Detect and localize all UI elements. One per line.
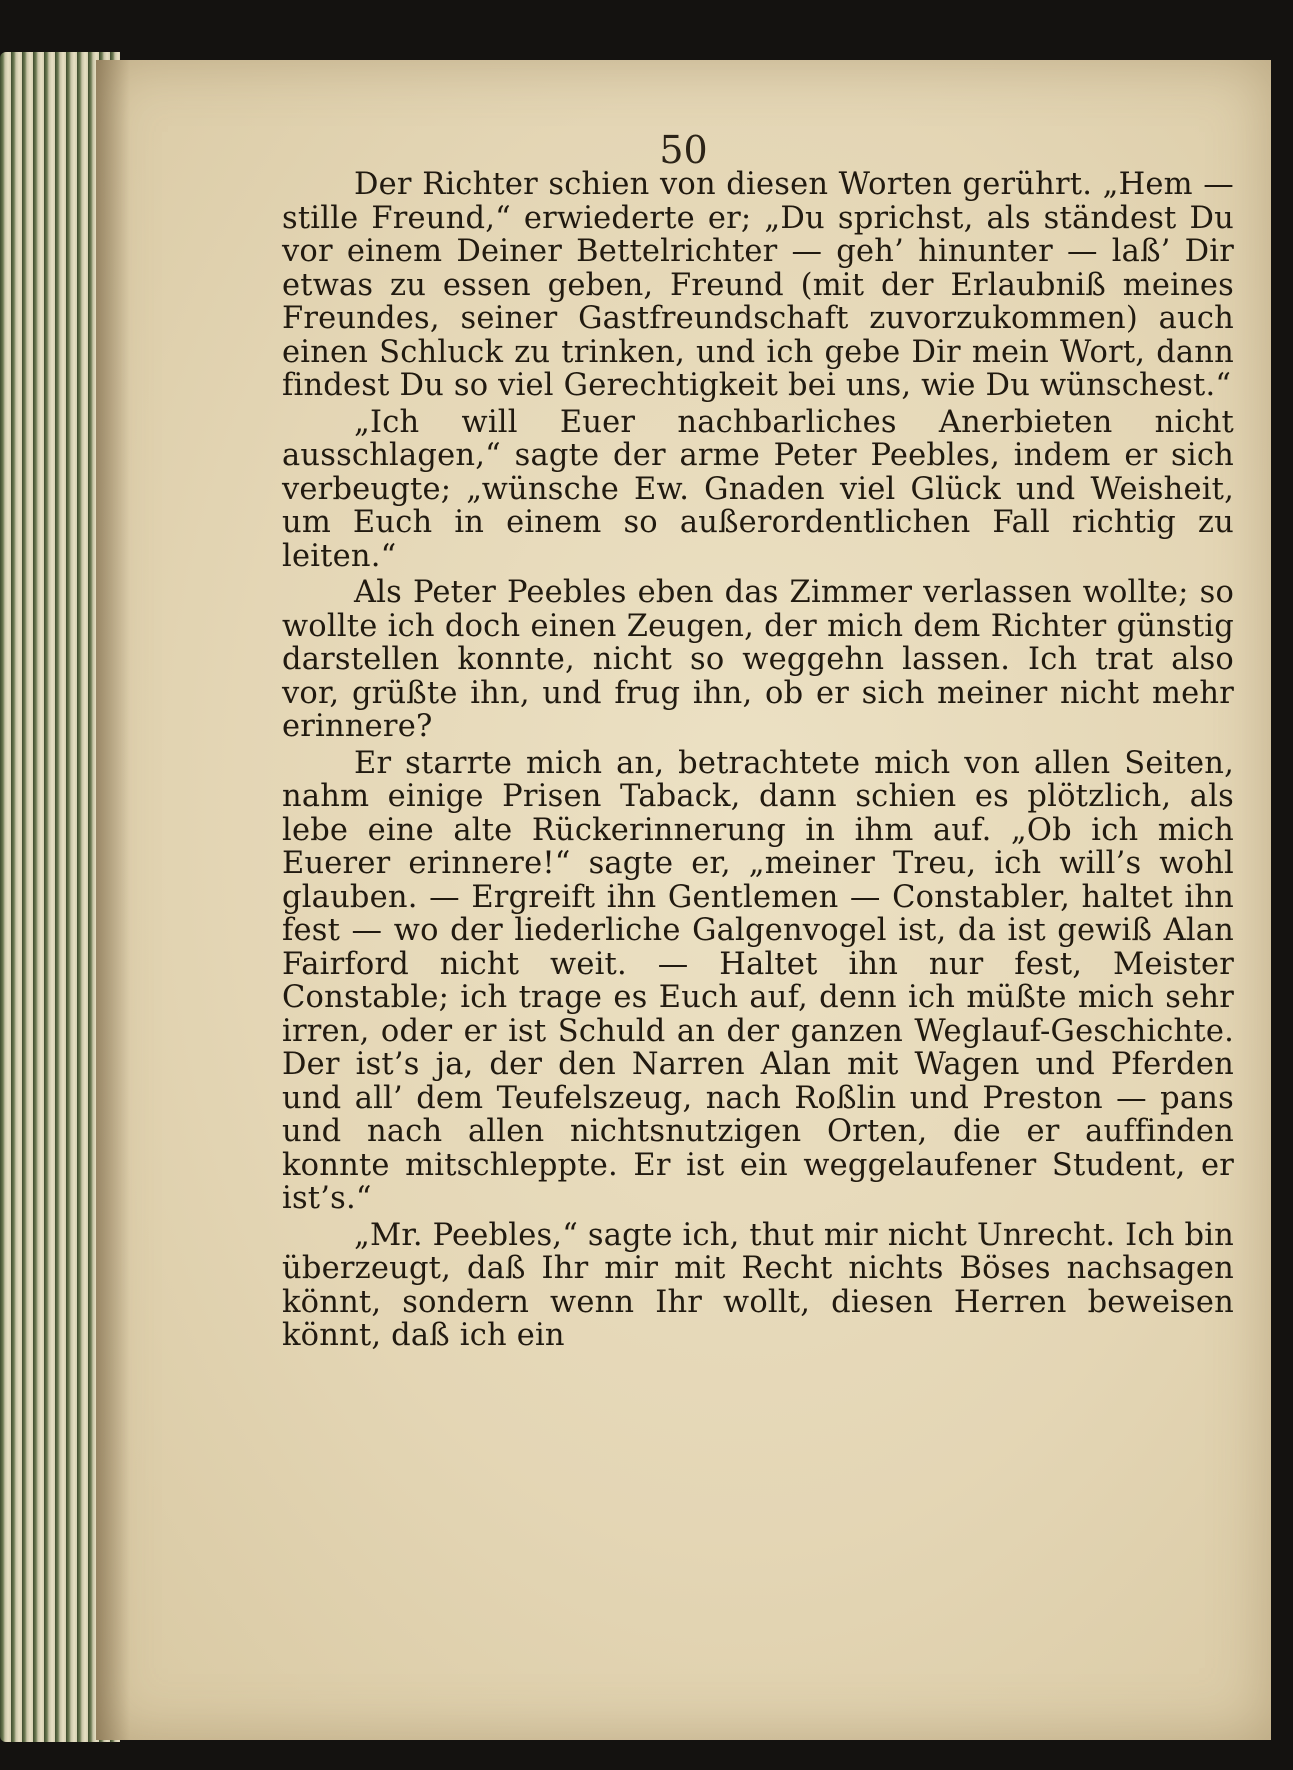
paragraph-4: Er starrte mich an, betrachtete mich von allen Seiten, nahm einige Prisen Taback, dann schien es plötzlich, als lebe eine alte Rückerinnerung in ihm auf. „Ob ich mich Euerer erinnere!“ sagte er, „meiner Treu, ich will’s wohl glauben. — Ergreift ihn Gentlemen — Constabler, haltet ihn fest — wo der liederliche Galgenvogel ist, da ist gewiß Alan Fairford nicht weit. — Haltet ihn nur fest, Meister Constable; ich trage es Euch auf, denn ich müßte mich sehr irren, oder er ist Schuld an der ganzen Weglauf-Geschichte. Der ist’s ja, der den Narren Alan mit Wagen und Pferden und all’ dem Teufelszeug, nach Roßlin und Preston — pans und nach allen nichtsnutzigen Orten, die er auffinden konnte mitschleppte. Er ist ein weggelaufener Student, er ist’s.“: [282, 745, 1234, 1216]
paragraph-3: Als Peter Peebles eben das Zimmer verlassen wollte; so wollte ich doch einen Zeugen, der mich dem Richter günstig darstellen konnte, nicht so weggehn lassen. Ich trat also vor, grüßte ihn, und frug ihn, ob er sich meiner nicht mehr erinnere?: [282, 575, 1234, 744]
book-page: [96, 60, 1271, 1740]
page-gutter-shadow: [96, 60, 130, 1740]
body-text: [282, 168, 1234, 1356]
paragraph-5: „Mr. Peebles,“ sagte ich, thut mir nicht Unrecht. Ich bin überzeugt, daß Ihr mir mit Recht nichts Böses nachsagen könnt, sondern wenn Ihr wollt, diesen Herren beweisen könnt, daß ich ein: [282, 1217, 1234, 1353]
paragraph-2: „Ich will Euer nachbarliches Anerbieten nicht ausschlagen,“ sagte der arme Peter Peebles, indem er sich verbeugte; „wünsche Ew. Gnaden viel Glück und Weisheit, um Euch in einem so außerordentlichen Fall richtig zu leiten.“: [282, 404, 1234, 574]
page-number: 50: [659, 128, 708, 172]
paragraph-1: Der Richter schien von diesen Worten gerührt. „Hem — stille Freund,“ erwiederte er; „Du sprichst, als ständest Du vor einem Deiner Bettelrichter — geh’ hinunter — laß’ Dir etwas zu essen geben, Freund (mit der Erlaubniß meines Freundes, seiner Gastfreundschaft zuvorzukommen) auch einen Schluck zu trinken, und ich gebe Dir mein Wort, dann findest Du so viel Gerechtigkeit bei uns, wie Du wünschest.“: [282, 167, 1234, 403]
